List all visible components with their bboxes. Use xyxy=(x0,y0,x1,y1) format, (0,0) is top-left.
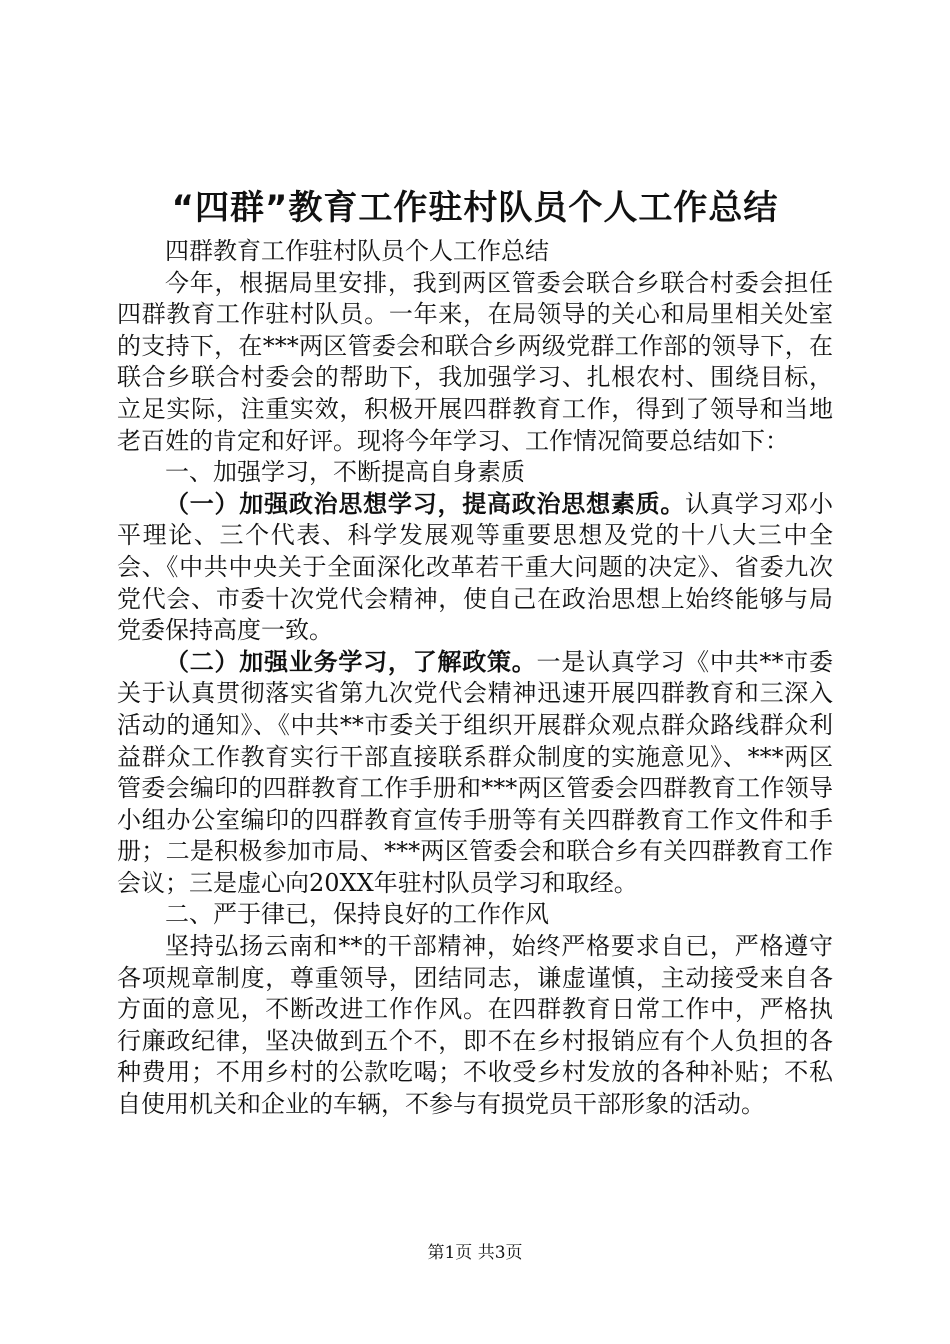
section-2-heading: 二、严于律已，保持良好的工作作风 xyxy=(165,900,549,929)
section-1-paragraph-2-lead: （二）加强业务学习，了解政策。 xyxy=(165,647,537,676)
section-1-paragraph-1-lead: （一）加强政治思想学习，提高政治思想素质。 xyxy=(165,489,686,518)
section-1-paragraph-1-body: 认真学习邓小平理论、三个代表、科学发展观等重要思想及党的十八大三中全会、《中共中央关于全面深化改革若干重大问题的决定》、省委九次党代会、市委十次党代会精神，使自己在政治思想上始终能够与局党委保持高度一致。 xyxy=(117,489,834,645)
subtitle-paragraph: 四群教育工作驻村队员个人工作总结 xyxy=(165,237,549,265)
section-1-paragraph-2 xyxy=(117,647,833,900)
section-1-heading: 一、加强学习，不断提高自身素质 xyxy=(165,458,525,487)
section-1-paragraph-1 xyxy=(117,489,833,647)
document-title: “四群”教育工作驻村队员个人工作总结 xyxy=(171,188,779,228)
page-footer: 第1页 共3页 xyxy=(427,1243,523,1263)
section-2-paragraph-1: 坚持弘扬云南和**的干部精神，始终严格要求自已，严格遵守各项规章制度，尊重领导，团结同志，谦虚谨慎，主动接受来自各方面的意见，不断改进工作作风。在四群教育日常工作中，严格执行廉政纪律，坚决做到五个不，即不在乡村报销应有个人负担的各种费用；不用乡村的公款吃喝；不收受乡村发放的各种补贴；不私自使用机关和企业的车辆，不参与有损党员干部形象的活动。 xyxy=(117,932,833,1119)
document-body xyxy=(117,236,833,1121)
intro-paragraph: 今年，根据局里安排，我到两区管委会联合乡联合村委会担任四群教育工作驻村队员。一年来，在局领导的关心和局里相关处室的支持下，在***两区管委会和联合乡两级党群工作部的领导下，在联合乡联合村委会的帮助下，我加强学习、扎根农村、围绕目标，立足实际，注重实效，积极开展四群教育工作，得到了领导和当地老百姓的肯定和好评。现将今年学习、工作情况简要总结如下： xyxy=(117,268,833,455)
section-1-paragraph-2-body: 一是认真学习《中共**市委关于认真贯彻落实省第九次党代会精神迅速开展四群教育和三深入活动的通知》、《中共**市委关于组织开展群众观点群众路线群众利益群众工作教育实行干部直接联系群众制度的实施意见》、***两区管委会编印的四群教育工作手册和***两区管委会四群教育工作领导小组办公室编印的四群教育宣传手册等有关四群教育工作文件和手册；二是积极参加市局、***两区管委会和联合乡有关四群教育工作会议；三是虚心向20XX年驻村队员学习和取经。 xyxy=(117,647,834,897)
